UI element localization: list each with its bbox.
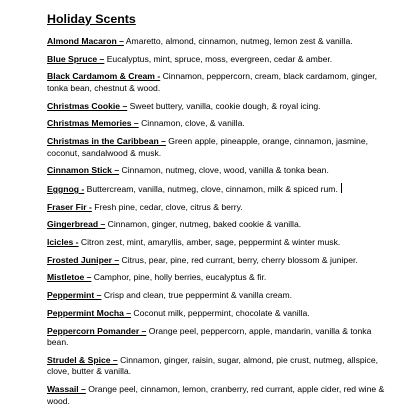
scent-entry-gingerbread: [47, 219, 392, 231]
scent-notes: Crisp and clean, true peppermint & vanilla cream.: [101, 290, 293, 301]
scent-name: Peppercorn Pomander –: [47, 325, 147, 336]
scent-entry-icicles: [47, 237, 392, 249]
scent-name: Wassail –: [47, 384, 86, 395]
scent-notes: Green apple, pineapple, orange, cinnamon, jasmine, coconut, sandalwood & musk.: [47, 136, 369, 158]
scent-name: Peppermint –: [47, 290, 102, 301]
scent-entry-eggnog[interactable]: [47, 183, 392, 196]
scent-name: Peppermint Mocha –: [47, 307, 132, 318]
scent-notes: Coconut milk, peppermint, chocolate & vanilla.: [131, 307, 310, 318]
scent-entry-frosted-juniper: [47, 255, 392, 267]
scent-entry-strudel-spice: [47, 355, 392, 378]
scent-entry-christmas-memories: [47, 118, 392, 130]
scent-notes: Eucalyptus, mint, spruce, moss, evergreen, cedar & amber.: [104, 53, 333, 64]
scent-notes: Citron zest, mint, amaryllis, amber, sage, peppermint & winter musk.: [78, 237, 341, 248]
scent-name: Cinnamon Stick –: [47, 165, 120, 176]
scent-notes: Buttercream, vanilla, nutmeg, clove, cinnamon, milk & spiced rum.: [84, 184, 338, 194]
scent-entry-almond-macaron: [47, 36, 392, 48]
scent-name: Black Cardamom & Cream -: [47, 71, 161, 82]
scent-entry-wassail: [47, 384, 392, 407]
scent-entry-peppermint: [47, 290, 392, 302]
scent-entry-fraser-fir: [47, 202, 392, 214]
scent-name: Eggnog -: [47, 184, 85, 194]
text-cursor: [341, 183, 342, 193]
scent-notes: Amaretto, almond, cinnamon, nutmeg, lemon zest & vanilla.: [123, 36, 353, 46]
scent-name: Christmas Cookie –: [47, 100, 128, 111]
scent-notes: Fresh pine, cedar, clove, citrus & berry.: [91, 201, 243, 212]
scent-notes: Cinnamon, clove, & vanilla.: [138, 118, 245, 129]
scent-entry-christmas-cookie: [47, 101, 392, 113]
scent-entry-mistletoe: [47, 272, 392, 284]
scent-notes: Camphor, pine, holly berries, eucalyptus & fir.: [91, 272, 267, 283]
scent-entry-blue-spruce: [47, 54, 392, 66]
scent-notes: Sweet buttery, vanilla, cookie dough, & royal icing.: [127, 100, 321, 111]
scent-notes: Orange peel, cinnamon, lemon, cranberry, red currant, apple cider, red wine & wood.: [47, 384, 385, 406]
scent-name: Strudel & Spice –: [47, 354, 118, 365]
scent-name: Icicles -: [47, 237, 79, 248]
scent-name: Fraser Fir -: [47, 201, 92, 212]
scent-notes: Cinnamon, peppercorn, cream, black cardamom, ginger, tonka bean, chestnut & wood.: [47, 71, 378, 93]
scent-notes: Citrus, pear, pine, red currant, berry, cherry blossom & juniper.: [119, 254, 358, 265]
scent-name: Frosted Juniper –: [47, 254, 120, 265]
scent-name: Gingerbread –: [47, 219, 106, 230]
scent-name: Blue Spruce –: [47, 53, 105, 64]
scent-notes: Cinnamon, ginger, nutmeg, baked cookie & vanilla.: [105, 219, 302, 230]
scent-notes: Cinnamon, nutmeg, clove, wood, vanilla & tonka bean.: [119, 165, 329, 176]
document-page: [47, 12, 392, 413]
scent-entry-cinnamon-stick: [47, 165, 392, 177]
scent-entry-black-cardamom: [47, 71, 392, 94]
scent-name: Almond Macaron –: [47, 36, 124, 46]
scent-entry-peppercorn-pomander: [47, 326, 392, 349]
scent-name: Christmas in the Caribbean –: [47, 136, 166, 147]
scent-entry-christmas-caribbean: [47, 136, 392, 159]
page-title: Holiday Scents: [47, 12, 136, 26]
scent-name: Mistletoe –: [47, 272, 92, 283]
scent-notes: Cinnamon, ginger, raisin, sugar, almond, pie crust, nutmeg, allspice, clove, butter & vanilla.: [47, 354, 379, 377]
scent-entry-peppermint-mocha: [47, 308, 392, 320]
scent-notes: Orange peel, peppercorn, apple, mandarin, vanilla & tonka bean.: [47, 325, 372, 348]
scent-name: Christmas Memories –: [47, 118, 139, 129]
